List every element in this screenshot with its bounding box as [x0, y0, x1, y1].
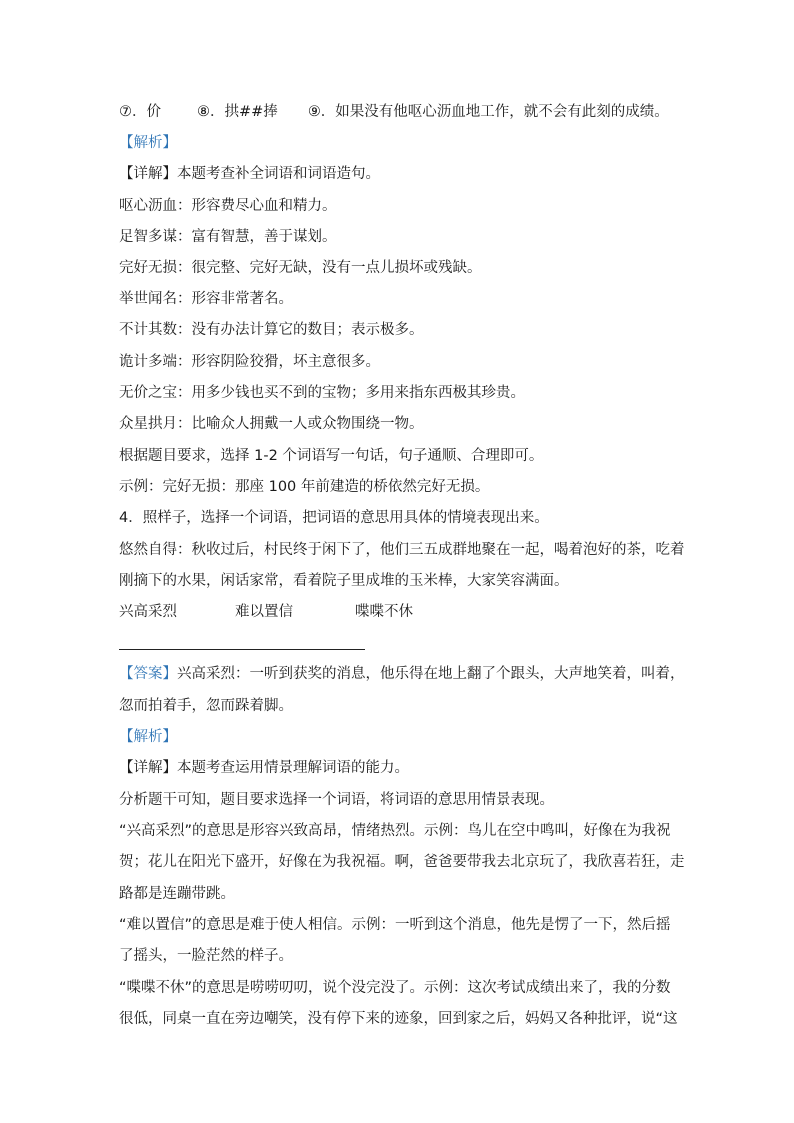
example-line: 示例：完好无损：那座 100 年前建造的桥依然完好无损。 — [119, 479, 490, 495]
answer-line-1 — [119, 664, 685, 684]
analysis-line: 分析题干可知，题目要求选择一个词语，将词语的意思用情景表现。 — [119, 792, 554, 808]
answer-tag: 【答案】 — [119, 666, 177, 682]
question-4: 4．照样子，选择一个词语，把词语的意思用具体的情境表现出来。 — [119, 510, 549, 526]
definition-3: 完好无损：很完整、完好无缺，没有一点儿损坏或残缺。 — [119, 260, 482, 276]
definition-8: 众星拱月：比喻众人拥戴一人或众物围绕一物。 — [119, 416, 424, 432]
requirement-line: 根据题目要求，选择 1-2 个词语写一句话，句子通顺、合理即可。 — [119, 448, 544, 464]
answer-line-2: 忽而拍着手，忽而跺着脚。 — [119, 698, 293, 714]
answer-underline — [119, 649, 365, 650]
detail-tag-1: 【详解】 — [119, 166, 177, 182]
definition-4: 举世闻名：形容非常著名。 — [119, 291, 293, 307]
item-8: ⑧．拱##捧 — [197, 104, 278, 120]
explain-xinggao-3: 路都是连蹦带跳。 — [119, 886, 235, 902]
detail-tag-2: 【详解】 — [119, 760, 177, 776]
definition-1: 呕心沥血：形容费尽心血和精力。 — [119, 198, 337, 214]
option-3: 喋喋不休 — [355, 604, 413, 620]
detail-text-1: 本题考查补全词语和词语造句。 — [177, 166, 380, 182]
definition-7: 无价之宝：用多少钱也买不到的宝物；多用来指东西极其珍贵。 — [119, 385, 525, 401]
explain-diedie-1: “喋喋不休”的意思是唠唠叨叨，说个没完没了。示例：这次考试成绩出来了，我的分数 — [119, 980, 671, 996]
detail-line-2 — [119, 758, 409, 778]
sample-line-2: 刚摘下的水果，闲话家常，看着院子里成堆的玉米棒，大家笑容满面。 — [119, 573, 569, 589]
option-1: 兴高采烈 — [119, 604, 177, 620]
detail-line-1 — [119, 164, 380, 184]
explain-nanyi-1: “难以置信”的意思是难于使人相信。示例：一听到这个消息，他先是愣了一下，然后摇 — [119, 917, 671, 933]
answer-line-7-9 — [119, 102, 669, 122]
explain-nanyi-2: 了摇头，一脸茫然的样子。 — [119, 948, 293, 964]
analysis-label-1: 【解析】 — [119, 135, 177, 151]
definition-2: 足智多谋：富有智慧，善于谋划。 — [119, 229, 337, 245]
explain-diedie-2: 很低，同桌一直在旁边嘲笑，没有停下来的迹象，回到家之后，妈妈又各种批评，说“这 — [119, 1011, 678, 1027]
option-2: 难以置信 — [235, 604, 293, 620]
definition-5: 不计其数：没有办法计算它的数目；表示极多。 — [119, 322, 424, 338]
sample-line-1: 悠然自得：秋收过后，村民终于闲下了，他们三五成群地聚在一起，喝着泡好的茶，吃着 — [119, 542, 685, 558]
explain-xinggao-2: 贺；花儿在阳光下盛开，好像在为我祝福。啊，爸爸要带我去北京玩了，我欣喜若狂，走 — [119, 854, 685, 870]
analysis-label-2: 【解析】 — [119, 729, 177, 745]
answer-text-1: 兴高采烈：一听到获奖的消息，他乐得在地上翻了个跟头，大声地笑着，叫着， — [177, 666, 685, 682]
definition-6: 诡计多端：形容阴险狡猾，坏主意很多。 — [119, 354, 380, 370]
item-9: ⑨．如果没有他呕心沥血地工作，就不会有此刻的成绩。 — [307, 104, 669, 120]
explain-xinggao-1: “兴高采烈”的意思是形容兴致高昂，情绪热烈。示例：鸟儿在空中鸣叫，好像在为我祝 — [119, 823, 671, 839]
word-options — [119, 602, 413, 622]
item-7: ⑦．价 — [119, 104, 161, 120]
detail-text-2: 本题考查运用情景理解词语的能力。 — [177, 760, 409, 776]
